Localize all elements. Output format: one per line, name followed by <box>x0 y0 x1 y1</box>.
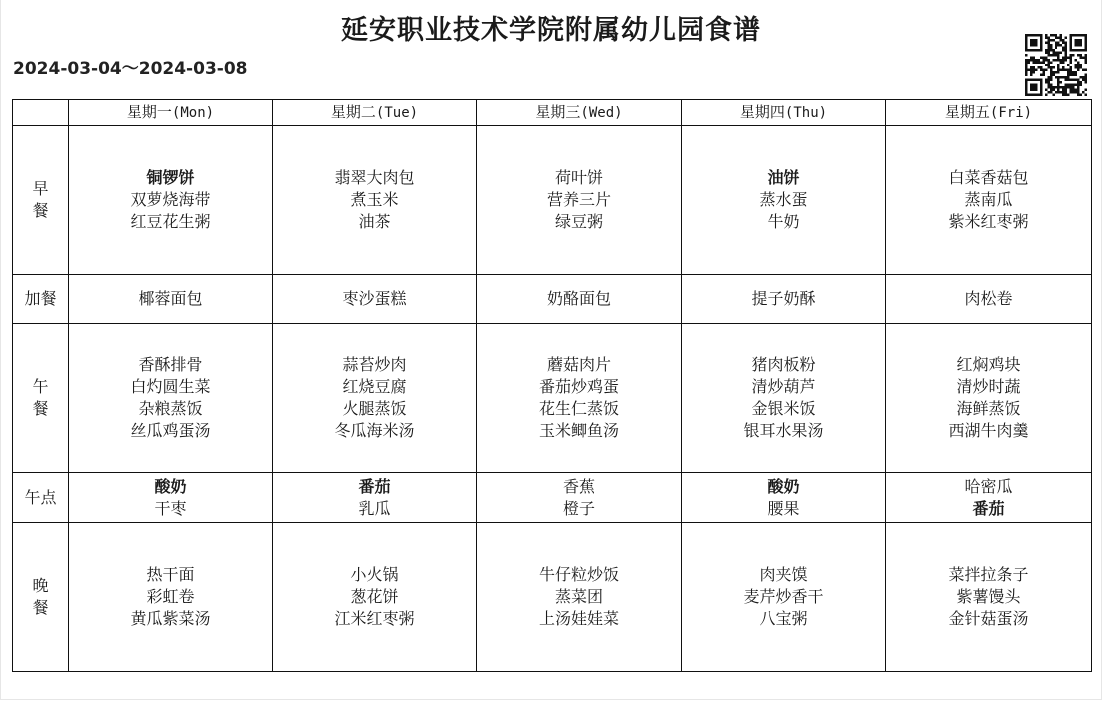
menu-cell <box>477 523 682 672</box>
day-name: 星期三 <box>535 103 581 121</box>
dish-item: 菜拌拉条子 <box>948 565 1029 584</box>
meal-label <box>13 473 69 523</box>
meal-label <box>13 275 69 324</box>
day-name-en: (Fri) <box>989 105 1033 121</box>
dish-item: 双萝烧海带 <box>130 190 211 209</box>
dish-item: 白灼圆生菜 <box>130 377 211 396</box>
day-name-en: (Thu) <box>784 105 828 121</box>
menu-cell <box>886 275 1092 324</box>
dish-item: 酸奶 <box>767 476 800 496</box>
dish-item: 白菜香菇包 <box>948 168 1029 187</box>
meal-label-text: 餐 <box>32 399 49 418</box>
day-name-en: (Tue) <box>375 105 419 121</box>
dish-item: 肉松卷 <box>964 289 1013 308</box>
dish-item: 荷叶饼 <box>554 168 603 187</box>
day-header <box>886 100 1092 126</box>
dish-item: 枣沙蛋糕 <box>342 289 407 308</box>
dish-item: 蒜苔炒肉 <box>342 355 407 374</box>
dish-item: 江米红枣粥 <box>334 609 415 628</box>
dish-item: 紫薯馒头 <box>956 587 1021 606</box>
dish-item: 奶酪面包 <box>546 289 611 308</box>
meal-label-text: 加餐 <box>24 289 57 308</box>
meal-label-text: 餐 <box>32 598 49 617</box>
menu-cell <box>886 324 1092 473</box>
menu-cell <box>69 275 273 324</box>
date-range: 2024-03-04～2024-03-08 <box>13 59 248 79</box>
dish-item: 腰果 <box>767 498 800 518</box>
meal-row-dinner <box>13 523 1092 672</box>
dish-item: 麦芹炒香干 <box>743 587 824 606</box>
menu-cell <box>886 473 1092 523</box>
day-name-en: (Mon) <box>171 105 215 121</box>
dish-item: 冬瓜海米汤 <box>334 421 415 440</box>
header-row <box>13 100 1092 126</box>
dish-item: 清炒葫芦 <box>751 377 816 396</box>
dish-item: 油茶 <box>358 212 391 231</box>
meal-label <box>13 523 69 672</box>
menu-cell <box>273 324 477 473</box>
dish-item: 海鲜蒸饭 <box>956 399 1021 418</box>
dish-item: 西湖牛肉羹 <box>948 421 1029 440</box>
day-header <box>682 100 886 126</box>
day-header <box>273 100 477 126</box>
dish-item: 煮玉米 <box>350 190 399 209</box>
dish-item: 橙子 <box>562 498 595 518</box>
dish-item: 丝瓜鸡蛋汤 <box>130 421 211 440</box>
dish-item: 番茄炒鸡蛋 <box>538 377 619 396</box>
dish-item: 哈密瓜 <box>964 476 1013 496</box>
dish-item: 牛仔粒炒饭 <box>538 565 619 584</box>
menu-cell <box>273 473 477 523</box>
dish-item: 杂粮蒸饭 <box>138 399 203 418</box>
dish-item: 金银米饭 <box>751 399 816 418</box>
dish-item: 清炒时蔬 <box>956 377 1021 396</box>
page-title: 延安职业技术学院附属幼儿园食谱 <box>341 15 761 46</box>
dish-item: 小火锅 <box>350 565 399 584</box>
meal-label-text: 午 <box>32 377 49 396</box>
day-name: 星期一 <box>126 103 172 121</box>
dish-item: 红焖鸡块 <box>956 355 1021 374</box>
dish-item: 蘑菇肉片 <box>546 355 611 374</box>
meal-row-snack1 <box>13 275 1092 324</box>
dish-item: 金针菇蛋汤 <box>948 609 1029 628</box>
dish-item: 花生仁蒸饭 <box>538 399 619 418</box>
menu-cell <box>69 473 273 523</box>
dish-item: 红烧豆腐 <box>342 377 407 396</box>
day-name-en: (Wed) <box>580 105 623 121</box>
day-header <box>477 100 682 126</box>
dish-item: 彩虹卷 <box>146 587 195 606</box>
dish-item: 红豆花生粥 <box>130 212 211 231</box>
menu-cell <box>682 523 886 672</box>
dish-item: 番茄 <box>358 476 391 496</box>
dish-item: 翡翠大肉包 <box>334 168 415 187</box>
day-name: 星期四 <box>739 103 785 121</box>
dish-item: 提子奶酥 <box>751 289 816 308</box>
dish-item: 绿豆粥 <box>554 212 603 231</box>
dish-item: 肉夹馍 <box>759 565 808 584</box>
dish-item: 椰蓉面包 <box>138 289 203 308</box>
dish-item: 蒸菜团 <box>554 587 603 606</box>
dish-item: 黄瓜紫菜汤 <box>130 609 211 628</box>
menu-cell <box>477 275 682 324</box>
qr-code-icon <box>1024 34 1088 96</box>
dish-item: 猪肉板粉 <box>751 355 816 374</box>
day-name: 星期二 <box>330 103 376 121</box>
menu-cell <box>477 126 682 275</box>
dish-item: 蒸南瓜 <box>964 190 1013 209</box>
meal-label <box>13 324 69 473</box>
menu-cell <box>69 523 273 672</box>
meal-label-text: 午点 <box>24 487 57 507</box>
menu-cell <box>69 126 273 275</box>
dish-item: 油饼 <box>767 168 800 187</box>
dish-item: 银耳水果汤 <box>743 421 824 440</box>
corner-cell <box>13 100 69 126</box>
dish-item: 牛奶 <box>767 212 800 231</box>
menu-cell <box>69 324 273 473</box>
menu-cell <box>886 523 1092 672</box>
dish-item: 香酥排骨 <box>138 355 203 374</box>
menu-cell <box>477 324 682 473</box>
meal-label-text: 餐 <box>32 201 49 220</box>
dish-item: 火腿蒸饭 <box>342 399 407 418</box>
menu-cell <box>273 126 477 275</box>
menu-cell <box>273 523 477 672</box>
meal-row-snack2 <box>13 473 1092 523</box>
dish-item: 干枣 <box>154 498 187 518</box>
menu-cell <box>682 275 886 324</box>
meal-row-breakfast <box>13 126 1092 275</box>
dish-item: 乳瓜 <box>358 498 391 518</box>
menu-cell <box>886 126 1092 275</box>
dish-item: 热干面 <box>146 565 195 584</box>
day-name: 星期五 <box>944 103 990 121</box>
meal-row-lunch <box>13 324 1092 473</box>
menu-cell <box>477 473 682 523</box>
dish-item: 蒸水蛋 <box>759 190 808 209</box>
dish-item: 上汤娃娃菜 <box>538 609 619 628</box>
dish-item: 营养三片 <box>546 190 611 209</box>
dish-item: 铜锣饼 <box>146 168 195 187</box>
meal-label <box>13 126 69 275</box>
dish-item: 紫米红枣粥 <box>948 212 1029 231</box>
menu-cell <box>273 275 477 324</box>
dish-item: 番茄 <box>972 498 1005 518</box>
dish-item: 八宝粥 <box>759 609 808 628</box>
menu-cell <box>682 473 886 523</box>
menu-cell <box>682 126 886 275</box>
meal-label-text: 晚 <box>32 576 49 595</box>
dish-item: 香蕉 <box>562 476 595 496</box>
dish-item: 玉米鲫鱼汤 <box>538 421 619 440</box>
dish-item: 葱花饼 <box>350 587 399 606</box>
menu-table <box>12 99 1092 672</box>
dish-item: 酸奶 <box>154 476 187 496</box>
menu-cell <box>682 324 886 473</box>
meal-label-text: 早 <box>32 179 49 198</box>
day-header <box>69 100 273 126</box>
